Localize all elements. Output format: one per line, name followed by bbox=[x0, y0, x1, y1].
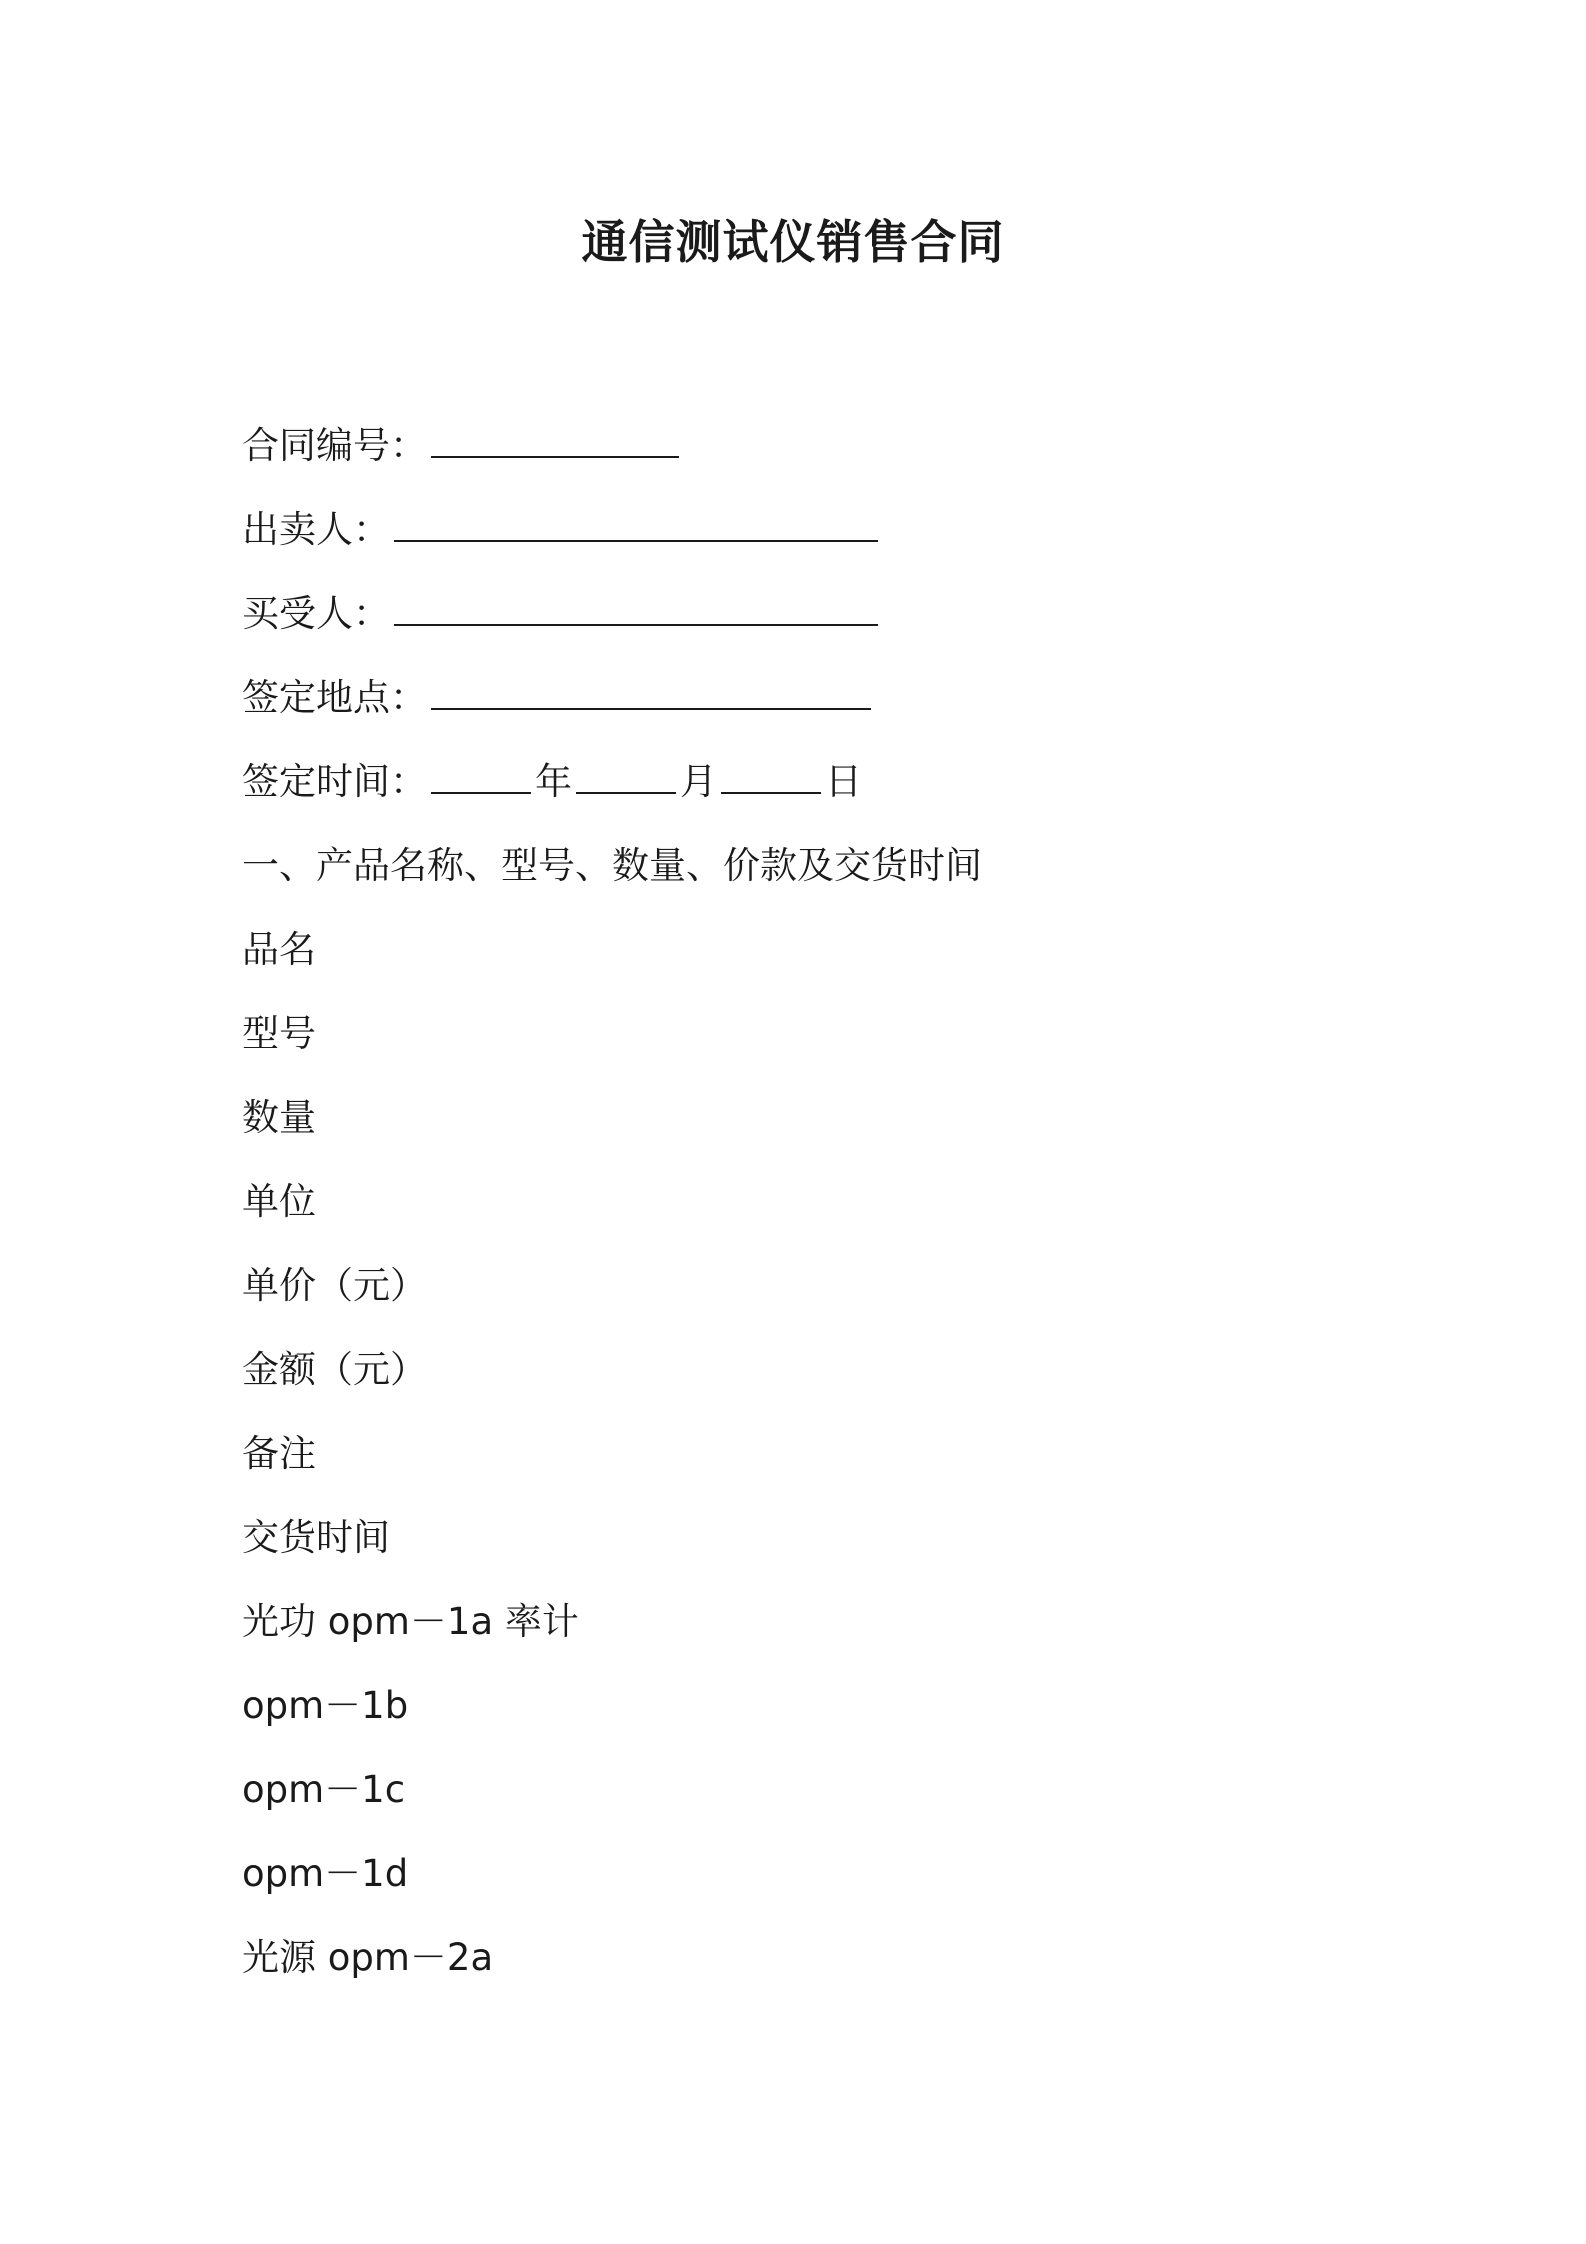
seller-blank bbox=[394, 512, 878, 542]
month-blank bbox=[576, 764, 676, 794]
seller-label: 出卖人： bbox=[242, 508, 390, 551]
seller-line bbox=[242, 488, 1342, 572]
buyer-label: 买受人： bbox=[242, 592, 390, 635]
year-blank bbox=[431, 764, 531, 794]
column-remarks: 备注 bbox=[242, 1432, 316, 1475]
contract-number-label: 合同编号： bbox=[242, 424, 427, 467]
column-unit: 单位 bbox=[242, 1180, 316, 1223]
document-body bbox=[242, 404, 1342, 2000]
section-1-heading: 一、产品名称、型号、数量、价款及交货时间 bbox=[242, 844, 982, 887]
buyer-line bbox=[242, 572, 1342, 656]
signing-place-label: 签定地点： bbox=[242, 676, 427, 719]
buyer-blank bbox=[394, 596, 878, 626]
year-label: 年 bbox=[535, 760, 572, 803]
day-label: 日 bbox=[825, 760, 862, 803]
signing-time-line bbox=[242, 740, 1342, 824]
day-blank bbox=[721, 764, 821, 794]
column-model: 型号 bbox=[242, 1012, 316, 1055]
product-item: 光功 opm－1a 率计 bbox=[242, 1600, 579, 1643]
signing-place-blank bbox=[431, 680, 871, 710]
contract-number-blank bbox=[431, 428, 679, 458]
column-amount: 金额（元） bbox=[242, 1348, 427, 1391]
product-item: opm－1c bbox=[242, 1768, 406, 1811]
column-delivery-time: 交货时间 bbox=[242, 1516, 390, 1559]
product-item: opm－1d bbox=[242, 1852, 409, 1895]
signing-place-line bbox=[242, 656, 1342, 740]
column-quantity: 数量 bbox=[242, 1096, 316, 1139]
product-item: opm－1b bbox=[242, 1684, 409, 1727]
month-label: 月 bbox=[680, 760, 717, 803]
signing-time-label: 签定时间： bbox=[242, 760, 427, 803]
document-title: 通信测试仪销售合同 bbox=[581, 215, 1005, 269]
product-item: 光源 opm－2a bbox=[242, 1936, 494, 1979]
column-unit-price: 单价（元） bbox=[242, 1264, 427, 1307]
contract-number-line bbox=[242, 404, 1342, 488]
column-product-name: 品名 bbox=[242, 928, 316, 971]
